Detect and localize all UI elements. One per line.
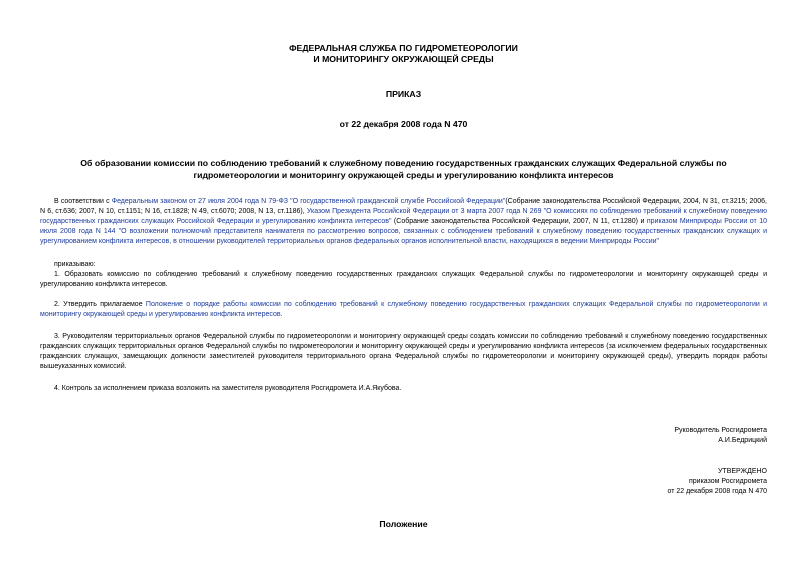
item-4: 4. Контроль за исполнением приказа возложить на заместителя руководителя Росгидромета И.А.Якубова. <box>54 385 402 392</box>
prikazyvayu: приказываю: <box>54 261 96 268</box>
item-1: 1. Образовать комиссию по соблюдению требований к служебному поведению государственных гражданских служащих Федеральной службы по гидрометеорологии и мониторингу окружающей среды и урегулированию конфликта интересов. <box>40 271 767 288</box>
link-regulation[interactable]: Положение о порядке работы комиссии по соблюдению требований к служебному поведению государственных гражданских служащих Федеральной службы по гидрометеорологии и мониторингу окружающей среды и урегулированию конфликта интересов <box>40 301 767 318</box>
preamble-text-3: (Собрание законодательства Российской Федерации, 2007, N 11, ст.1280) и <box>391 218 647 225</box>
section-title: Положение <box>379 519 428 529</box>
agency-name <box>0 43 807 65</box>
signature-position: Руководитель Росгидромета <box>674 427 767 434</box>
link-minprirody-order[interactable]: приказом Минприроды России от 10 июля 2008 года N 144 "О возложении полномочий представителя нанимателя по рассмотрению вопросов, связанных с соблюдением требований к служебному поведению государственных гражданских служащих и урегулированием конфликта интересов, в отношении руководителей территориальных органов федеральных органов исполнительной власти, находящихся в ведении Минприроды России" <box>40 218 768 245</box>
item-2-text-1: 2. Утвердить прилагаемое <box>54 301 146 308</box>
preamble <box>40 197 767 247</box>
preamble-text-1: В соответствии с <box>54 198 112 205</box>
doc-date-number: от 22 декабря 2008 года N 470 <box>339 119 468 129</box>
link-presidential-decree[interactable]: Указом Президента Российской Федерации от 3 марта 2007 года N 269 "О комиссиях по соблюдению требований к служебному поведению государственных гражданских служащих Российской Федерации и урегулированию конфликта интересов" <box>40 208 767 225</box>
approved-line-3: от 22 декабря 2008 года N 470 <box>667 488 767 495</box>
approved-line-1: УТВЕРЖДЕНО <box>717 468 767 475</box>
item-3: 3. Руководителям территориальных органов Федеральной службы по гидрометеорологии и мониторингу окружающей среды создать комиссии по соблюдению требований к служебному поведению государственных гражданских служащих территориальных органов Федеральной службы по гидрометеорологии и мониторингу окружающей среды и урегулированию конфликта интересов (за исключением федеральных государственных гражданских служащих, замещающих должности заместителей руководителя территориального органа Федеральной службы по гидрометеорологии и мониторингу окружающей среды), утвердить порядок работы вышеуказанных комиссий. <box>40 333 767 370</box>
signature-block <box>467 426 767 446</box>
item-2 <box>40 300 767 320</box>
approved-block <box>467 467 767 497</box>
approved-line-2: приказом Росгидромета <box>689 478 767 485</box>
link-federal-law[interactable]: Федеральным законом от 27 июля 2004 года N 79-ФЗ "О государственной гражданской службе Российской Федерации" <box>111 198 506 205</box>
preamble-text-2: (Собрание законодательства Российской Федерации, 2004, N 31, ст.3215; 2006, N 6, ст.636; 2007, N 10, ст.1151; N 16, ст.1828; N 49, ст.6070; 2008, N 13, ст.1186), <box>40 198 768 215</box>
signature-name: А.И.Бедрицкий <box>718 437 767 444</box>
item-2-text-2: . <box>280 311 283 318</box>
doc-type: ПРИКАЗ <box>385 89 422 99</box>
agency-line-1: ФЕДЕРАЛЬНАЯ СЛУЖБА ПО ГИДРОМЕТЕОРОЛОГИИ <box>289 43 518 53</box>
agency-line-2: И МОНИТОРИНГУ ОКРУЖАЮЩЕЙ СРЕДЫ <box>313 54 494 64</box>
doc-title: Об образовании комиссии по соблюдению требований к служебному поведению государственных гражданских служащих Федеральной службы по гидрометеорологии и мониторингу окружающей среды и урегулированию конфликта интересов <box>80 158 727 180</box>
